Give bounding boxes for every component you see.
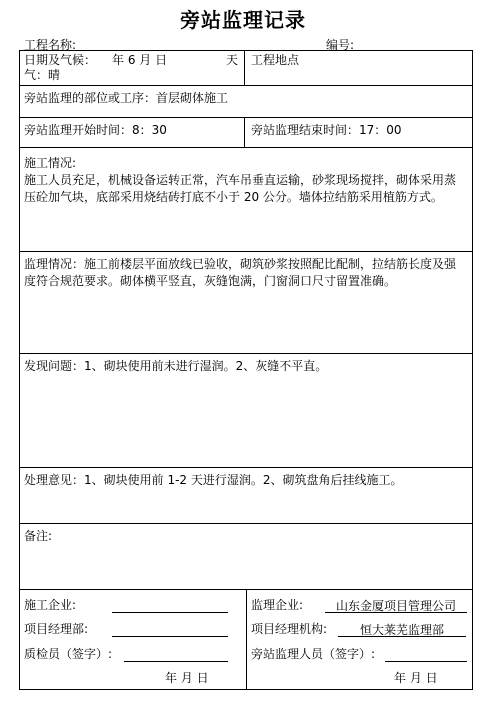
start-time: 旁站监理开始时间：8：30 <box>24 123 167 137</box>
remarks-label: 备注: <box>24 529 53 543</box>
row-divider <box>20 523 472 524</box>
date-value: 年 6 月 日 <box>112 53 168 67</box>
row-divider <box>20 251 472 252</box>
problems-text: 发现问题：1、砌块使用前未进行湿润。2、灰缝不平直。 <box>24 359 328 373</box>
supervisor-company-label: 监理企业: <box>251 598 304 612</box>
site-label: 工程地点 <box>251 53 300 67</box>
inspector-signature-line <box>124 661 228 662</box>
supervisor-person-signature-line <box>385 661 467 662</box>
project-manager-signature-line <box>112 636 228 637</box>
row-divider <box>20 117 472 118</box>
manager-org-label: 项目经理机构: <box>251 622 328 636</box>
inspector-label: 质检员（签字）: <box>24 647 113 661</box>
supervision-part: 旁站监理的部位或工序：首层砌体施工 <box>24 91 229 105</box>
project-manager-label: 项目经理部: <box>24 622 89 636</box>
manager-org-line <box>338 636 466 637</box>
row-divider <box>20 85 472 86</box>
column-divider <box>246 589 247 690</box>
page-title: 旁站监理记录 <box>180 8 306 32</box>
weather-value: 气：晴 <box>24 68 61 82</box>
supervision-text: 监理情况：施工前楼层平面放线已验收，砌筑砂浆按照配比配制，拉结筋长度及强度符合规范要求。砌体横平竖直，灰缝饱满，门窗洞口尺寸留置准确。 <box>24 257 457 288</box>
right-date: 年 月 日 <box>394 671 438 685</box>
row-divider <box>20 467 472 468</box>
manager-org-value: 恒大莱芜监理部 <box>359 623 444 637</box>
construction-text: 施工人员充足，机械设备运转正常，汽车吊垂直运输，砂浆现场搅拌，砌体采用蒸压砼加气块，底部采用烧结砖打底不小于 20 公分。墙体拉结筋采用植筋方式。 <box>24 173 457 204</box>
left-date: 年 月 日 <box>165 671 209 685</box>
handling-text: 处理意见：1、砌块使用前 1-2 天进行湿润。2、砌筑盘角后挂线施工。 <box>24 473 403 487</box>
supervisor-person-label: 旁站监理人员（签字）: <box>251 647 376 661</box>
row-divider <box>20 147 472 148</box>
project-name-label: 工程名称: <box>24 38 77 52</box>
row-divider <box>20 353 472 354</box>
number-label: 编号: <box>326 38 355 52</box>
record-form <box>19 50 473 690</box>
supervisor-company-line <box>325 612 467 613</box>
supervisor-company-value: 山东金厦项目管理公司 <box>335 599 456 613</box>
date-label: 日期及气候： <box>24 53 97 67</box>
contractor-signature-line <box>112 612 228 613</box>
column-divider <box>244 51 245 85</box>
end-time: 旁站监理结束时间：17：00 <box>251 123 402 137</box>
column-divider <box>244 117 245 147</box>
day-label: 天 <box>226 53 239 67</box>
construction-heading: 施工情况: <box>24 156 77 170</box>
contractor-label: 施工企业: <box>24 598 77 612</box>
